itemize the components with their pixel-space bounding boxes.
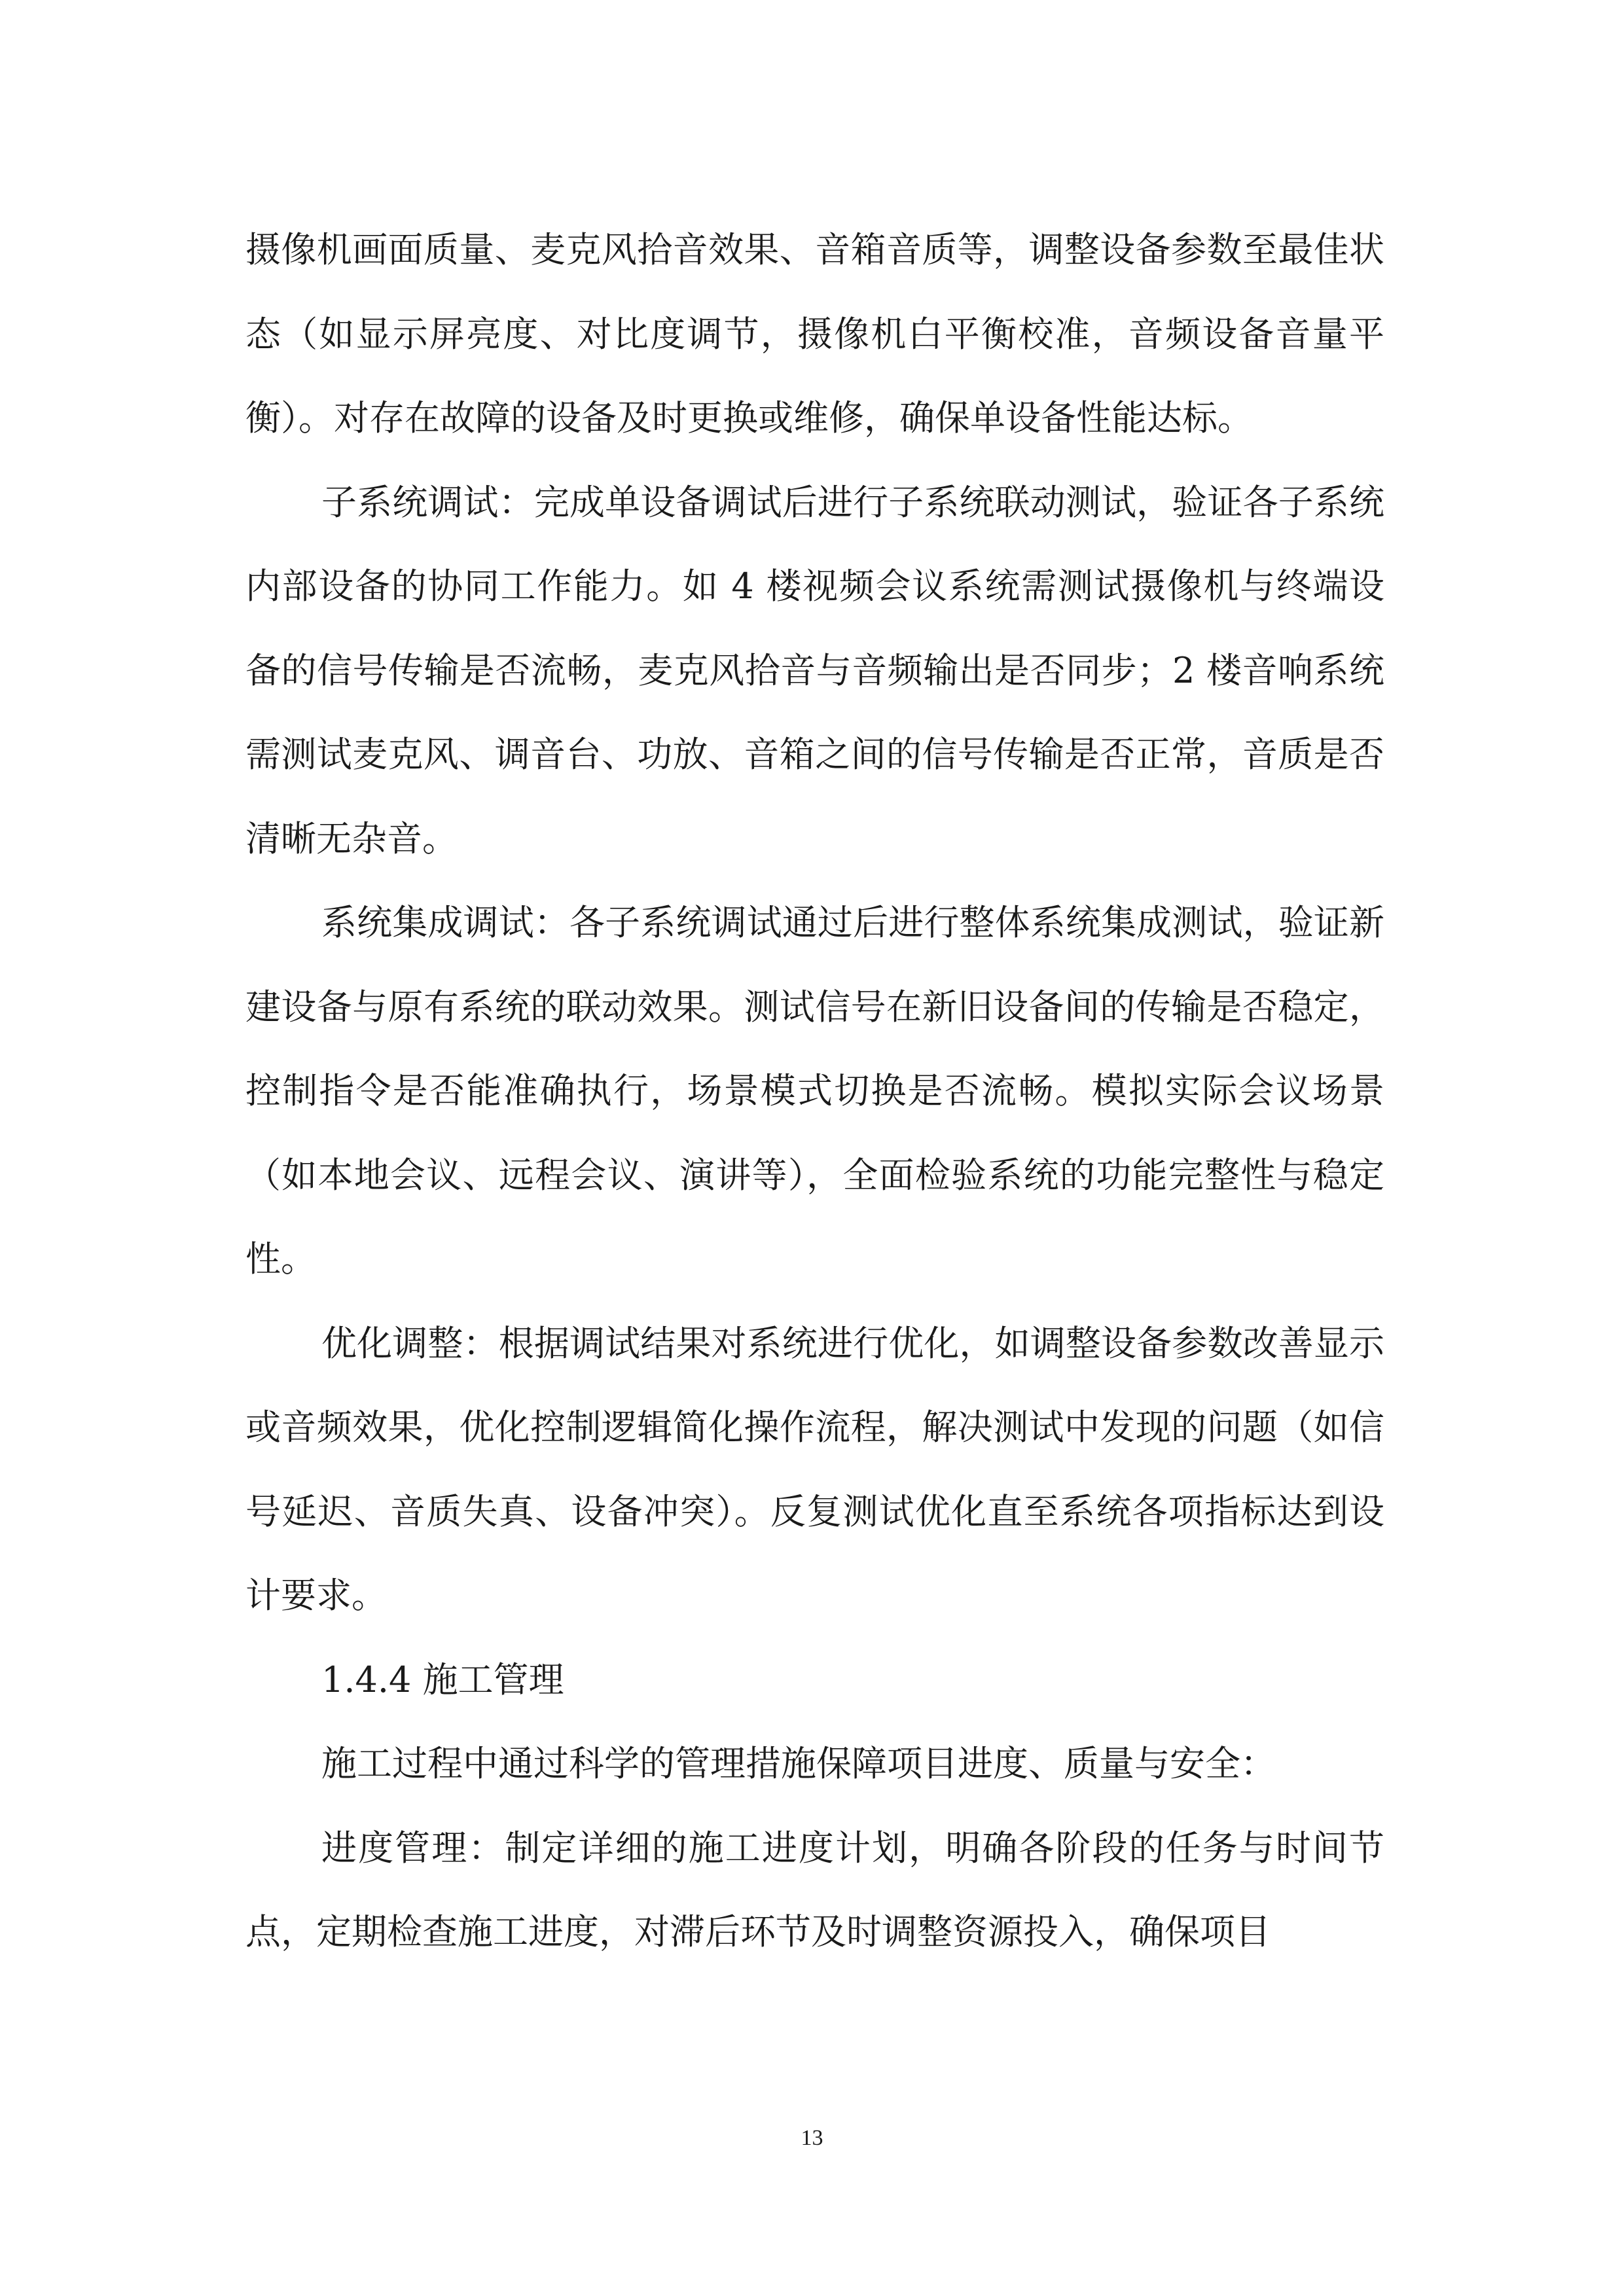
- page-number: 13: [801, 2126, 823, 2150]
- paragraph-management-intro: 施工过程中通过科学的管理措施保障项目进度、质量与安全：: [321, 1743, 1276, 1784]
- document-body: [245, 208, 1384, 1975]
- paragraph-optimization: 优化调整：根据调试结果对系统进行优化，如调整设备参数改善显示或音频效果，优化控制逻辑简化操作流程，解决测试中发现的问题（如信号延迟、音质失真、设备冲突）。反复测试优化直至系统各项指标达到设计要求。: [245, 1322, 1384, 1616]
- paragraph-system-integration-debugging: 系统集成调试：各子系统调试通过后进行整体系统集成测试，验证新建设备与原有系统的联动效果。测试信号在新旧设备间的传输是否稳定，控制指令是否能准确执行，场景模式切换是否流畅。模拟实际会议场景（如本地会议、远程会议、演讲等），全面检验系统的功能完整性与稳定性。: [245, 902, 1384, 1280]
- section-heading-construction-management: 1.4.4 施工管理: [321, 1659, 564, 1700]
- paragraph-continuation: 摄像机画面质量、麦克风拾音效果、音箱音质等，调整设备参数至最佳状态（如显示屏亮度、对比度调节，摄像机白平衡校准，音频设备音量平衡）。对存在故障的设备及时更换或维修，确保单设备性能达标。: [245, 229, 1384, 439]
- paragraph-subsystem-debugging: 子系统调试：完成单设备调试后进行子系统联动测试，验证各子系统内部设备的协同工作能力。如 4 楼视频会议系统需测试摄像机与终端设备的信号传输是否流畅，麦克风拾音与音频输出是否同步；2 楼音响系统需测试麦克风、调音台、功放、音箱之间的信号传输是否正常，音质是否清晰无杂音。: [245, 481, 1384, 859]
- paragraph-schedule-management: 进度管理：制定详细的施工进度计划，明确各阶段的任务与时间节点，定期检查施工进度，对滞后环节及时调整资源投入，确保项目: [245, 1827, 1384, 1952]
